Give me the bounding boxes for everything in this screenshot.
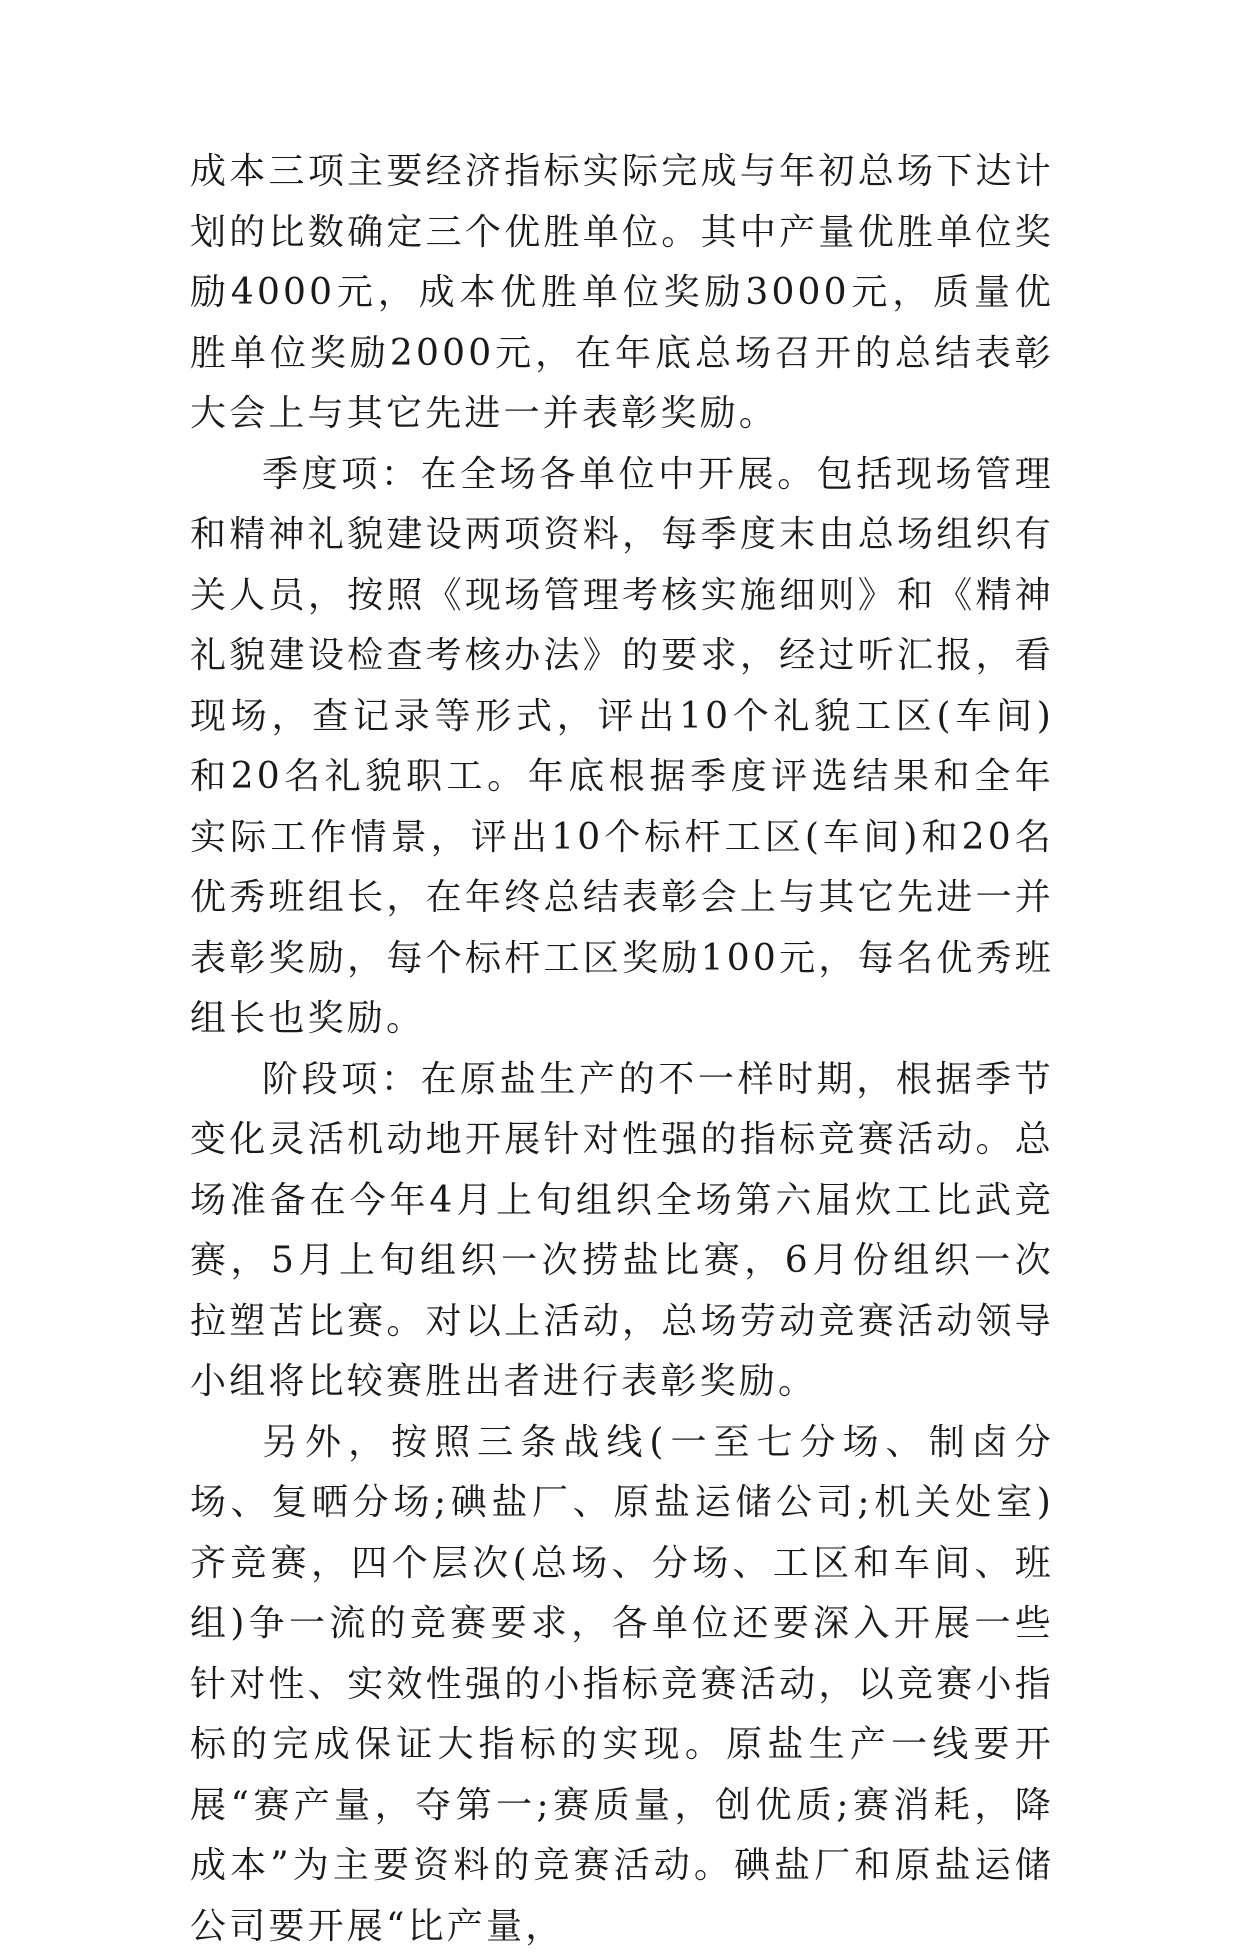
paragraph-additional: 另外，按照三条战线(一至七分场、制卤分场、复晒分场;碘盐厂、原盐运储公司;机关处室)齐竞赛，四个层次(总场、分场、工区和车间、班组)争一流的竞赛要求，各单位还要深入开展一些针对性、实效性强的小指标竞赛活动，以竞赛小指标的完成保证大指标的实现。原盐生产一线要开展“赛产量，夺第一;赛质量，创优质;赛消耗，降成本”为主要资料的竞赛活动。碘盐厂和原盐运储公司要开展“比产量， bbox=[190, 1413, 1054, 1957]
paragraph-quarterly-item: 季度项：在全场各单位中开展。包括现场管理和精神礼貌建设两项资料，每季度末由总场组织有关人员，按照《现场管理考核实施细则》和《精神礼貌建设检查考核办法》的要求，经过听汇报，看现场，查记录等形式，评出10个礼貌工区(车间)和20名礼貌职工。年底根据季度评选结果和全年实际工作情景，评出10个标杆工区(车间)和20名优秀班组长，在年终总结表彰会上与其它先进一并表彰奖励，每个标杆工区奖励100元，每名优秀班组长也奖励。 bbox=[190, 445, 1054, 1050]
document-page bbox=[190, 142, 1054, 1957]
paragraph-stage-item: 阶段项：在原盐生产的不一样时期，根据季节变化灵活机动地开展针对性强的指标竞赛活动。总场准备在今年4月上旬组织全场第六届炊工比武竞赛，5月上旬组织一次捞盐比赛，6月份组织一次拉塑苫比赛。对以上活动，总场劳动竞赛活动领导小组将比较赛胜出者进行表彰奖励。 bbox=[190, 1050, 1054, 1413]
paragraph-continued: 成本三项主要经济指标实际完成与年初总场下达计划的比数确定三个优胜单位。其中产量优胜单位奖励4000元，成本优胜单位奖励3000元，质量优胜单位奖励2000元，在年底总场召开的总结表彰大会上与其它先进一并表彰奖励。 bbox=[190, 142, 1054, 445]
